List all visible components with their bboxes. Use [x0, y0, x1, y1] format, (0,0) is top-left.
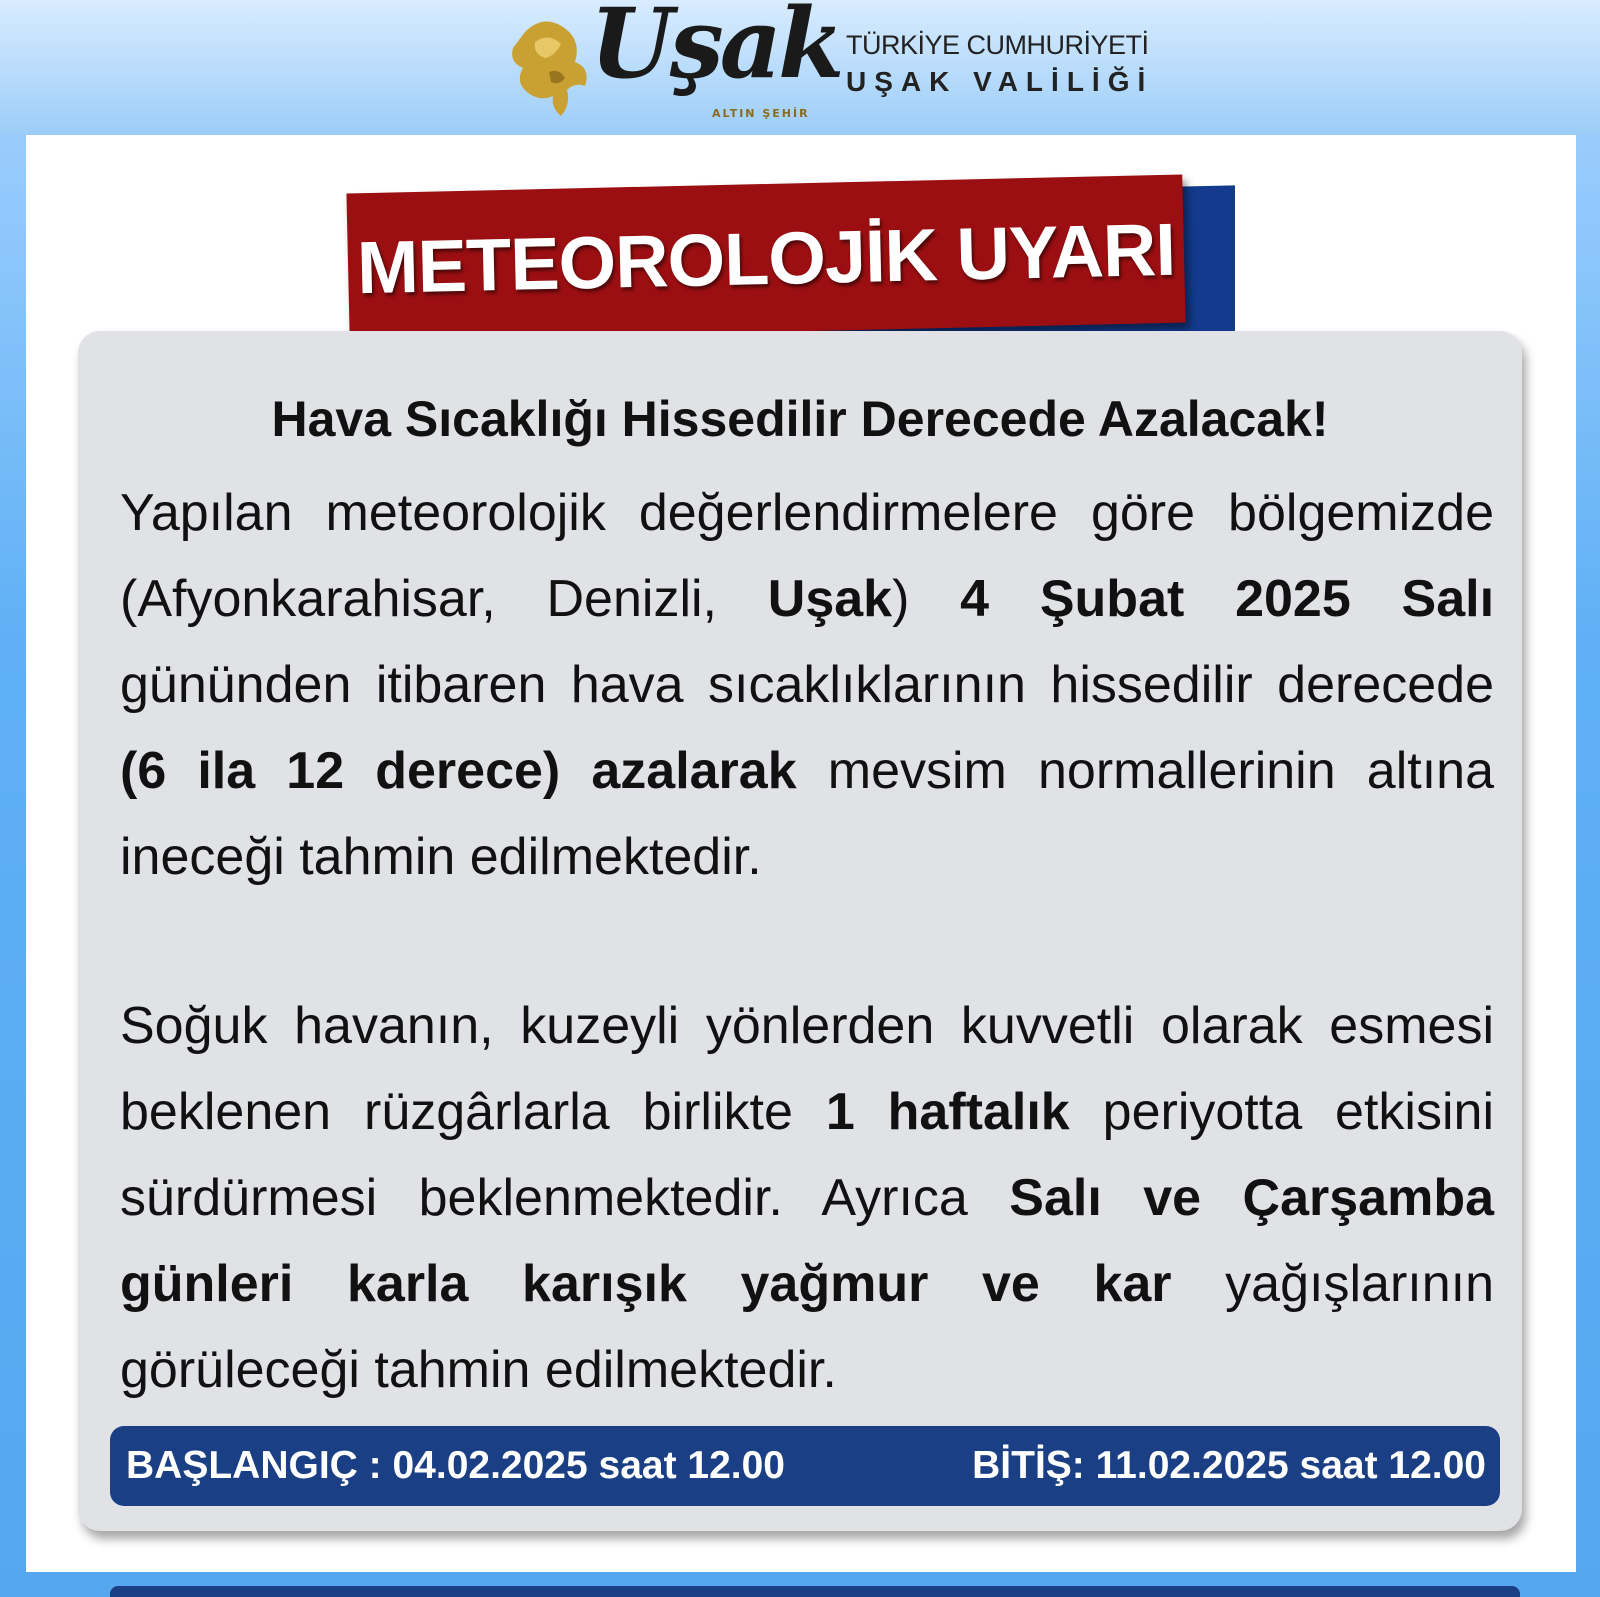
text-segment: yağışlarının görüleceği tahmin edilmektedir. [120, 1255, 1494, 1399]
governorship-name: UŞAK VALİLİĞİ [846, 66, 1154, 97]
bold-segment: Uşak [767, 570, 893, 628]
golden-horse-emblem-icon [505, 12, 595, 122]
start-datetime: BAŞLANGIÇ : 04.02.2025 saat 12.00 [126, 1444, 786, 1487]
bottom-strip [110, 1586, 1520, 1597]
end-datetime: BİTİŞ: 11.02.2025 saat 12.00 [972, 1444, 1486, 1487]
text-segment: gününden itibaren hava sıcaklıklarının hissedilir derecede [120, 656, 1494, 714]
bold-segment: 1 haftalık [825, 1083, 1070, 1141]
banner-title: METEOROLOJİK UYARI [356, 207, 1176, 309]
logo-wordmark: Uşak [590, 0, 841, 100]
header [0, 0, 1600, 135]
bold-segment: 4 Şubat 2025 Salı [960, 570, 1495, 628]
bold-segment: (6 ila 12 derece) azalarak [120, 742, 797, 800]
validity-bar [110, 1426, 1500, 1506]
logo-tagline: ALTIN ŞEHİR [712, 107, 810, 120]
paragraph-temperature [120, 470, 1494, 900]
headline: Hava Sıcaklığı Hissedilir Derecede Azalacak! [271, 391, 1329, 447]
bold-segment: Salı ve Çarşamba günleri karla karışık yağmur ve kar [120, 1169, 1494, 1313]
text-segment: Yapılan meteorolojik değerlendirmelere göre bölgemizde (Afyonkarahisar, Denizli, [120, 484, 1494, 628]
text-segment: mevsim normallerinin altına ineceği tahmin edilmektedir. [120, 742, 1494, 886]
government-name: TÜRKİYE CUMHURİYETİ [846, 30, 1149, 60]
text-segment: periyotta etkisini sürdürmesi beklenmektedir. Ayrıca [120, 1083, 1494, 1227]
text-segment: ) [892, 570, 961, 628]
text-segment: Soğuk havanın, kuzeyli yönlerden kuvvetli olarak esmesi beklenen rüzgârlarla birlikte [120, 997, 1494, 1141]
paragraph-wind-snow [120, 983, 1494, 1413]
warning-banner [346, 175, 1185, 342]
